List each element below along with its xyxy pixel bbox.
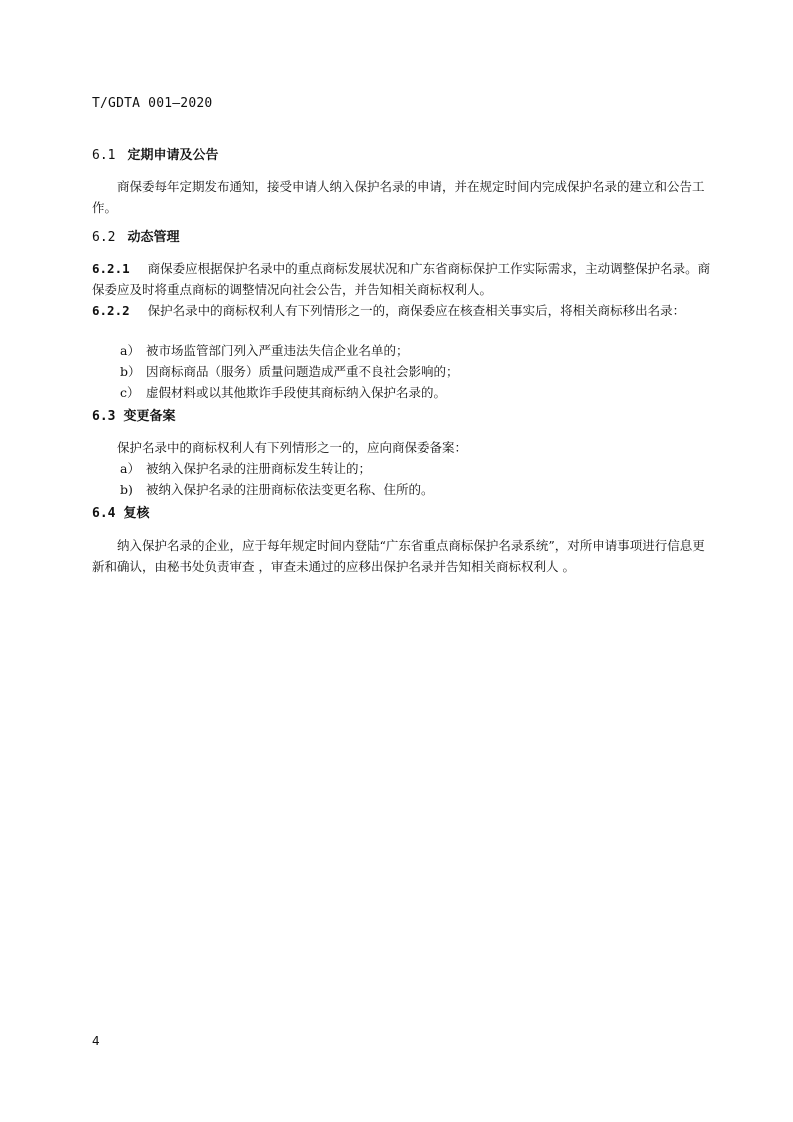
section-6-1-paragraph: 商保委每年定期发布通知，接受申请人纳入保护名录的申请，并在规定时间内完成保护名录的建立和公告工作。 (92, 179, 705, 215)
list-marker: a） (120, 343, 140, 358)
section-6-1-heading (92, 146, 219, 166)
list-marker: b） (120, 364, 141, 379)
clause-6-2-2 (92, 300, 714, 321)
section-number: 6.1 (92, 148, 116, 163)
list-item-text: 被市场监管部门列入严重违法失信企业名单的； (146, 343, 409, 358)
section-number: 6.4 (92, 506, 116, 521)
section-6-4-heading (92, 504, 150, 524)
list-item (120, 361, 459, 382)
list-item (120, 382, 446, 403)
list-item-text: 被纳入保护名录的注册商标依法变更名称、住所的。 (146, 482, 434, 497)
section-title: 变更备案 (123, 409, 176, 424)
section-title: 定期申请及公告 (127, 148, 219, 163)
list-marker: c） (120, 385, 140, 400)
list-item-text: 因商标商品（服务）质量问题造成严重不良社会影响的； (146, 364, 459, 379)
clause-text: 商保委应根据保护名录中的重点商标发展状况和广东省商标保护工作实际需求，主动调整保护名录。商保委应及时将重点商标的调整情况向社会公告，并告知相关商标权利人。 (92, 261, 711, 297)
section-number: 6.2 (92, 230, 116, 245)
section-6-2-heading (92, 228, 180, 248)
section-number: 6.3 (92, 409, 116, 424)
section-6-4-paragraph: 纳入保护名录的企业，应于每年规定时间内登陆“广东省重点商标保护名录系统”，对所申请事项进行信息更新和确认，由秘书处负责审查 ，审查未通过的应移出保护名录并告知相关商标权利人 。 (92, 538, 705, 574)
clause-text: 保护名录中的商标权利人有下列情形之一的，商保委应在核查相关事实后，将相关商标移出名录： (147, 303, 686, 318)
list-item (120, 340, 409, 361)
section-title: 复核 (123, 506, 150, 521)
list-marker: b) (120, 482, 133, 497)
section-6-3-heading (92, 407, 176, 427)
clause-6-2-1 (92, 258, 714, 300)
list-item-text: 虚假材料或以其他欺诈手段使其商标纳入保护名录的。 (146, 385, 447, 400)
page-number: 4 (92, 1034, 100, 1048)
list-item-text: 被纳入保护名录的注册商标发生转让的； (146, 461, 372, 476)
list-item (120, 458, 371, 479)
section-6-3-paragraph: 保护名录中的商标权利人有下列情形之一的，应向商保委备案： (117, 440, 468, 455)
document-code-header: T/GDTA 001—2020 (92, 96, 213, 111)
clause-number: 6.2.2 (92, 303, 130, 318)
clause-number: 6.2.1 (92, 261, 130, 276)
section-title: 动态管理 (127, 230, 180, 245)
list-item (120, 479, 434, 500)
list-marker: a） (120, 461, 140, 476)
